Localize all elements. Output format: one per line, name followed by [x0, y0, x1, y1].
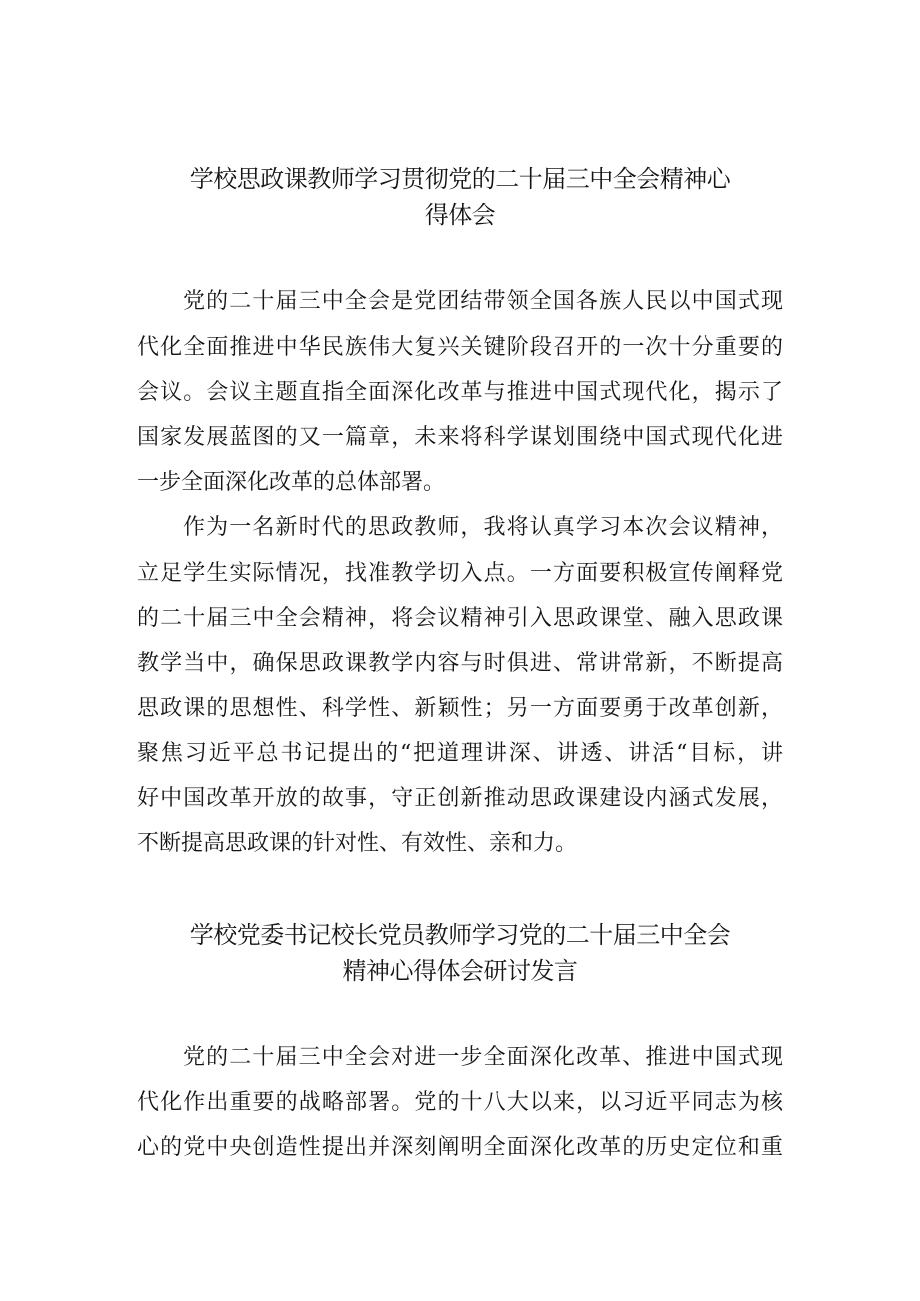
section2-p1-line: 心的党中央创造性提出并深刻阐明全面深化改革的历史定位和重: [137, 1135, 783, 1160]
section1-p2-line: 不断提高思政课的针对性、有效性、亲和力。: [137, 831, 578, 856]
section1-title-line: 得体会: [424, 201, 496, 229]
section1-p1-line: 会议。会议主题直指全面深化改革与推进中国式现代化，揭示了: [137, 380, 783, 405]
section1-p2-line: 的二十届三中全会精神，将会议精神引入思政课堂、融入思政课: [137, 606, 783, 631]
section1-p2-line: 思政课的思想性、科学性、新颖性；另一方面要勇于改革创新，: [137, 696, 783, 721]
section2-p1-line: 代化作出重要的战略部署。党的十八大以来，以习近平同志为核: [137, 1090, 783, 1115]
section1-p2-line: 聚焦习近平总书记提出的“把道理讲深、讲透、讲活“目标，讲: [137, 741, 783, 766]
section1-p1-line: 一步全面深化改革的总体部署。: [137, 470, 446, 495]
section1-p1-line: 党的二十届三中全会是党团结带领全国各族人民以中国式现: [183, 289, 783, 314]
section1-title: [0, 161, 920, 233]
section1-p1-line: 国家发展蓝图的又一篇章，未来将科学谋划围绕中国式现代化进: [137, 425, 783, 450]
section1-p1-line: 代化全面推进中华民族伟大复兴关键阶段召开的一次十分重要的: [137, 335, 783, 360]
section1-p2-line: 好中国改革开放的故事，守正创新推动思政课建设内涵式发展，: [137, 786, 783, 811]
section2-p1-line: 党的二十届三中全会对进一步全面深化改革、推进中国式现: [183, 1045, 783, 1070]
section2-title: [0, 917, 920, 989]
section1-p2-line: 教学当中，确保思政课教学内容与时俱进、常讲常新，不断提高: [137, 651, 783, 676]
section1-p2-line: 作为一名新时代的思政教师，我将认真学习本次会议精神，: [183, 515, 783, 540]
section2-title-line: 精神心得体会研讨发言: [342, 957, 578, 985]
section2-title-line: 学校党委书记校长党员教师学习党的二十届三中全会: [189, 921, 731, 949]
section1-title-line: 学校思政课教师学习贯彻党的二十届三中全会精神心: [189, 165, 731, 193]
section1-p2-line: 立足学生实际情况，找准教学切入点。一方面要积极宣传阐释党: [137, 561, 783, 586]
